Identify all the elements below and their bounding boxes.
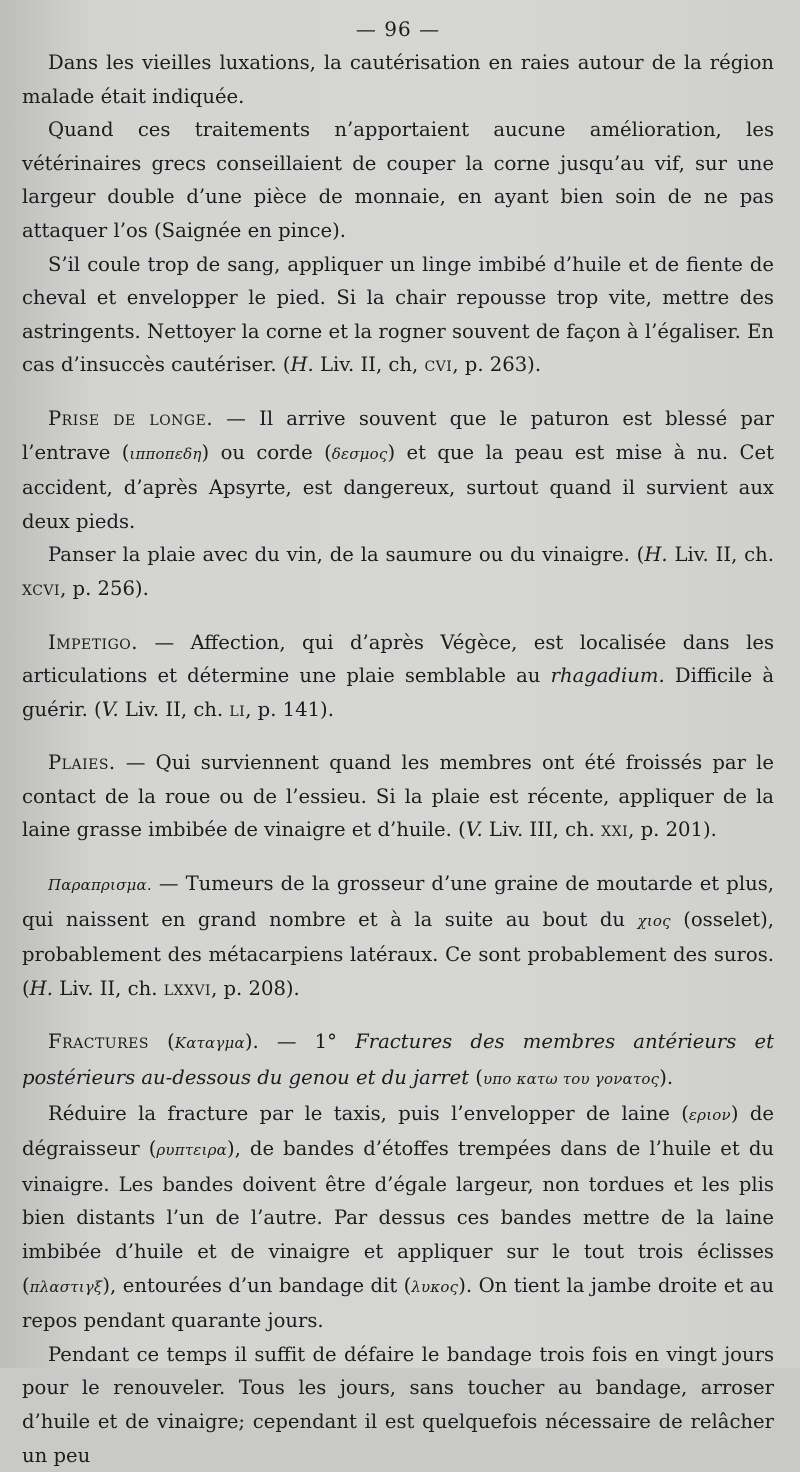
- greek-term: δεσμος: [331, 444, 388, 463]
- greek-term: υπο κατω του γονατος: [482, 1070, 660, 1089]
- text-segment: Liv. II, ch,: [313, 353, 425, 377]
- text-segment: — Qui surviennent quand les membres ont été froissés par le contact de la roue ou de l’essieu. Si la plaie est récente, appliquer de la laine grasse imbibée de vinaigre et d’huile. (: [22, 751, 774, 842]
- italic-text: rhagadium.: [550, 664, 665, 688]
- small-caps-text: xcvi: [22, 576, 61, 600]
- italic-text: H.: [644, 543, 668, 567]
- entry-impetigo: [22, 626, 774, 727]
- section-gap: [22, 382, 774, 402]
- small-caps-text: lxxvi: [163, 976, 212, 1000]
- small-caps-text: xxi: [601, 818, 629, 842]
- page-number-header: — 96 —: [355, 17, 441, 41]
- entry-fractures: [22, 1025, 774, 1096]
- greek-term: πλαστιγξ: [29, 1277, 103, 1296]
- italic-text: H.: [290, 353, 314, 377]
- italic-text: V.: [101, 697, 119, 721]
- text-segment: ) ou corde (: [201, 440, 332, 464]
- text-segment: , p. 256).: [60, 576, 149, 600]
- text-segment: ) et que la peau est mise à nu. Cet accident, d’après Apsyrte, est dangereux, surtout quand il survient aux deux pieds.: [22, 440, 775, 533]
- text-segment: Liv. III, ch.: [482, 818, 602, 842]
- section-gap: [22, 1005, 774, 1025]
- italic-text: V.: [465, 818, 483, 842]
- greek-term: λυκος: [411, 1277, 459, 1296]
- paragraph-reduire-la-fracture: [22, 1097, 774, 1338]
- text-segment: , p. 141).: [245, 697, 334, 721]
- italic-text: Fractures des membres antérieurs et postérieurs au-dessous du genou et du jarret: [22, 1030, 775, 1090]
- text-segment: Quand ces traitements n’apportaient aucune amélioration, les vétérinaires grecs conseillaient de couper la corne jusqu’au vif, sur une largeur double d’une pièce de monnaie, en ayant bien soin de ne pas attaquer l’os (Saignée en pince).: [22, 118, 774, 242]
- text-segment: Pendant ce temps il suffit de défaire le bandage trois fois en vingt jours pour le renouveler. Tous les jours, sans toucher au bandage, arroser d’huile et de vinaigre; cependant il est quelquefois nécessaire de relâcher un peu: [22, 1342, 774, 1467]
- greek-term: χιος: [637, 911, 671, 930]
- paragraph-hemorrhage-treatment: [22, 248, 774, 382]
- greek-term: εριον: [688, 1105, 731, 1124]
- text-segment: (: [148, 1030, 175, 1054]
- text-segment: Difficile à guérir. (: [22, 664, 775, 721]
- italic-text: H.: [29, 976, 53, 1000]
- greek-term: Παραπρισμα.: [48, 876, 152, 895]
- text-segment: (: [469, 1066, 483, 1090]
- text-segment: ). On tient la jambe droite et au repos pendant quarante jours.: [22, 1273, 774, 1333]
- text-segment: ).: [659, 1066, 674, 1090]
- small-caps-text: Impetigo.: [48, 630, 138, 654]
- small-caps-text: Prise de longe.: [48, 406, 214, 430]
- section-gap: [22, 606, 774, 626]
- text-segment: — Tumeurs de la grosseur d’une graine de moutarde et plus, qui naissent en grand nombre et à la suite au bout du: [22, 872, 774, 931]
- text-segment: , p. 201).: [628, 818, 717, 842]
- text-segment: ), entourées d’un bandage dit (: [102, 1273, 412, 1297]
- greek-term: ρυπτειρα: [156, 1141, 227, 1160]
- section-gap: [22, 847, 774, 867]
- text-segment: S’il coule trop de sang, appliquer un linge imbibé d’huile et de fiente de cheval et envelopper le pied. Si la chair repousse trop vite, mettre des astringents. Nettoyer la corne et la rogner souvent de façon à l’égaliser. En cas d’insuccès cautériser. (: [22, 252, 774, 377]
- small-caps-text: Plaies.: [48, 751, 116, 775]
- text-segment: Liv. II, ch.: [52, 976, 164, 1000]
- paragraph-panser-la-plaie: [22, 538, 774, 605]
- text-segment: ). — 1°: [244, 1030, 356, 1054]
- greek-term: ιπποπεδη: [129, 444, 202, 463]
- small-caps-text: li: [229, 697, 246, 721]
- paragraph-cauterisation: [22, 46, 774, 113]
- entry-prise-de-longe: [22, 402, 774, 538]
- page-body: [22, 46, 774, 1472]
- paragraph-saignee-en-pince: [22, 113, 774, 247]
- text-segment: — Il arrive souvent que le paturon est blessé par l’entrave (: [22, 406, 775, 464]
- text-segment: Réduire la fracture par le taxis, puis l’envelopper de laine (: [48, 1101, 689, 1125]
- text-segment: (osselet), probablement des métacarpiens latéraux. Ce sont probablement des suros. (: [22, 907, 774, 1000]
- section-gap: [22, 726, 774, 746]
- small-caps-text: cvi: [424, 353, 453, 377]
- greek-term: Καταγμα: [174, 1034, 245, 1053]
- text-segment: Liv. II, ch.: [667, 543, 775, 567]
- entry-plaies: [22, 746, 774, 847]
- text-segment: , p. 263).: [452, 353, 542, 377]
- text-segment: Panser la plaie avec du vin, de la saumure ou du vinaigre. (: [48, 543, 645, 567]
- text-segment: Liv. II, ch.: [118, 697, 230, 721]
- text-segment: Dans les vieilles luxations, la cautérisation en raies autour de la région malade était indiquée.: [22, 51, 774, 108]
- text-segment: — Affection, qui d’après Végèce, est localisée dans les articulations et détermine une plaie semblable au: [22, 630, 774, 688]
- text-segment: , p. 208).: [211, 976, 300, 1000]
- text-segment: ), de bandes d’étoffes trempées dans de l’huile et du vinaigre. Les bandes doivent être d’égale largeur, non tordues et les plis bien distants l’un de l’autre. Par dessus ces bandes mettre de la laine imbibée d’huile et de vinaigre et appliquer sur le tout trois éclisses (: [22, 1137, 774, 1297]
- paragraph-pendant-ce-temps: [22, 1338, 774, 1472]
- text-segment: ) de dégraisseur (: [22, 1101, 774, 1161]
- entry-paraprisma: [22, 867, 774, 1005]
- small-caps-text: Fractures: [48, 1030, 149, 1054]
